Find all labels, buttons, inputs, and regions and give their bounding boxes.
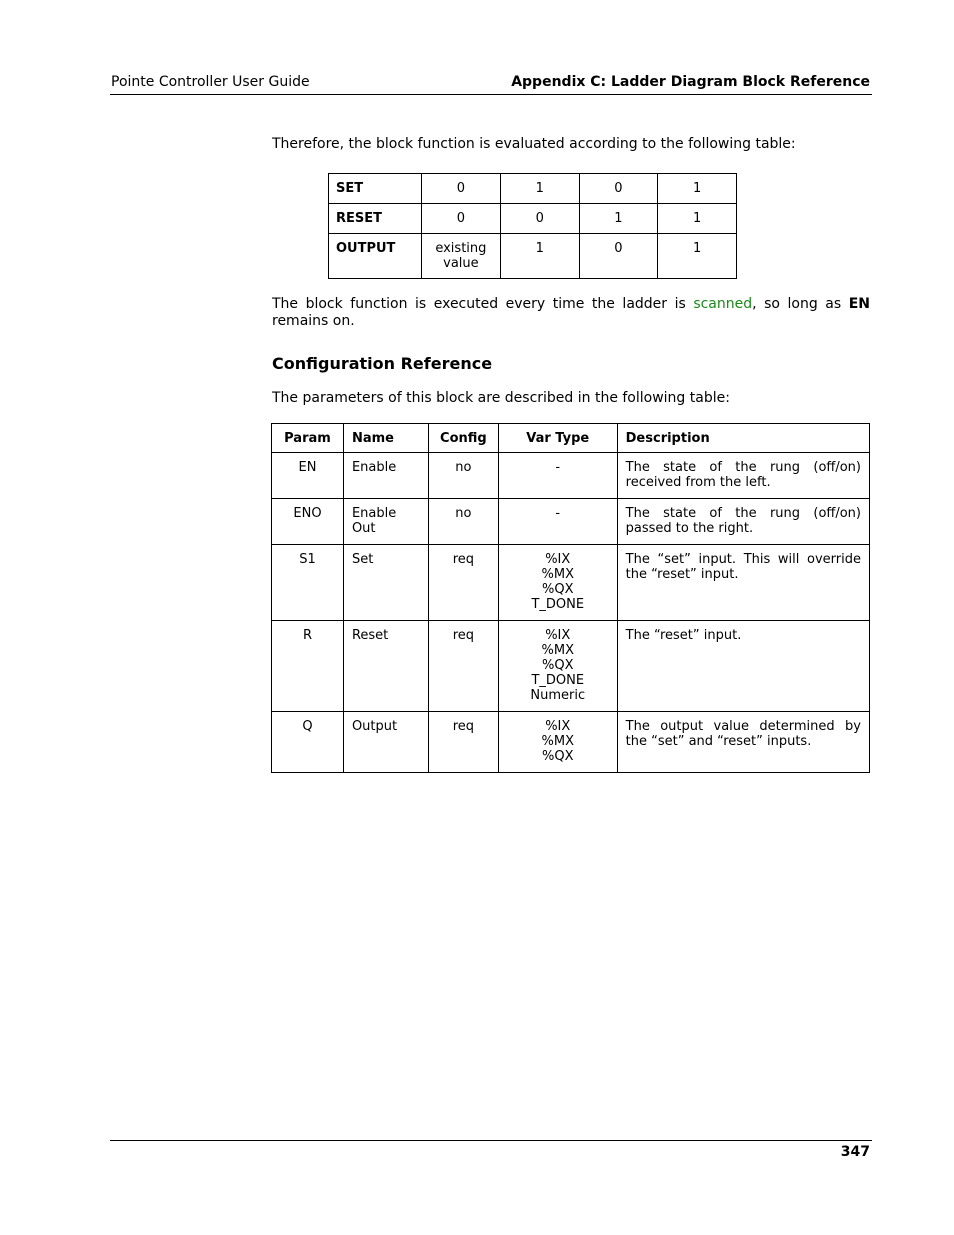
truth-cell: 0	[579, 234, 658, 279]
var-type-item: %MX	[541, 643, 574, 658]
execution-note-text: The block function is executed every time the ladder is	[272, 296, 694, 312]
name-cell: Output	[343, 712, 428, 773]
description-cell: The “set” input. This will override the “reset” input.	[617, 545, 869, 621]
header-guide-title: Pointe Controller User Guide	[111, 74, 310, 90]
truth-cell: 0	[579, 174, 658, 204]
name-cell: Set	[343, 545, 428, 621]
truth-cell: 1	[500, 234, 579, 279]
truth-cell: 1	[579, 204, 658, 234]
var-type-item: %QX	[542, 582, 574, 597]
truth-label-output: OUTPUT	[329, 234, 422, 279]
var-type-cell	[498, 712, 617, 773]
var-type-item: %IX	[545, 719, 571, 734]
truth-table	[328, 173, 737, 279]
table-row	[272, 621, 870, 712]
execution-note-block	[272, 296, 870, 330]
table-row	[272, 545, 870, 621]
truth-row-reset	[329, 204, 737, 234]
en-term: EN	[848, 296, 870, 312]
header-var-type: Var Type	[498, 424, 617, 453]
description-cell: The output value determined by the “set” and “reset” inputs.	[617, 712, 869, 773]
var-type-item: %MX	[541, 734, 574, 749]
truth-cell: 0	[421, 204, 500, 234]
page-number: 347	[840, 1144, 870, 1160]
truth-row-set	[329, 174, 737, 204]
execution-note	[272, 296, 870, 330]
description-cell: The state of the rung (off/on) passed to the right.	[617, 499, 869, 545]
var-type-item: %QX	[542, 749, 574, 764]
header-param: Param	[272, 424, 344, 453]
params-intro: The parameters of this block are described in the following table:	[272, 390, 730, 406]
config-cell: no	[428, 499, 498, 545]
page-header	[110, 72, 872, 95]
var-type-item: %IX	[545, 552, 571, 567]
execution-note-text: remains on.	[272, 313, 355, 329]
description-cell: The “reset” input.	[617, 621, 869, 712]
config-cell: no	[428, 453, 498, 499]
execution-note-text: , so long as	[752, 296, 849, 312]
var-type-cell	[498, 499, 617, 545]
var-type-cell	[498, 453, 617, 499]
var-type-item: -	[555, 506, 561, 521]
truth-cell: 1	[658, 234, 737, 279]
content	[272, 136, 870, 153]
var-type-item: T_DONE	[531, 673, 585, 688]
param-table	[271, 423, 870, 773]
section-heading: Configuration Reference	[272, 354, 493, 373]
truth-label-set: SET	[329, 174, 422, 204]
header-section-title: Appendix C: Ladder Diagram Block Reference	[511, 74, 870, 90]
var-type-item: %MX	[541, 567, 574, 582]
truth-cell: 1	[500, 174, 579, 204]
truth-row-output	[329, 234, 737, 279]
truth-cell: 1	[658, 204, 737, 234]
truth-cell: 1	[658, 174, 737, 204]
name-cell: Enable Out	[343, 499, 428, 545]
config-cell: req	[428, 545, 498, 621]
var-type-item: %QX	[542, 658, 574, 673]
param-cell: S1	[272, 545, 344, 621]
header-description: Description	[617, 424, 869, 453]
table-row	[272, 712, 870, 773]
param-cell: R	[272, 621, 344, 712]
config-cell: req	[428, 712, 498, 773]
section-heading-block	[272, 355, 870, 372]
var-type-item: T_DONE	[531, 597, 585, 612]
truth-cell: 0	[421, 174, 500, 204]
name-cell: Reset	[343, 621, 428, 712]
param-cell: ENO	[272, 499, 344, 545]
params-intro-block	[272, 390, 870, 407]
param-cell: EN	[272, 453, 344, 499]
table-row	[272, 453, 870, 499]
config-cell: req	[428, 621, 498, 712]
var-type-item: -	[555, 460, 561, 475]
var-type-item: %IX	[545, 628, 571, 643]
truth-cell: 0	[500, 204, 579, 234]
param-table-header	[272, 424, 870, 453]
name-cell: Enable	[343, 453, 428, 499]
truth-cell: existing value	[421, 234, 500, 279]
description-cell: The state of the rung (off/on) received from the left.	[617, 453, 869, 499]
table-row	[272, 499, 870, 545]
var-type-item: Numeric	[530, 688, 586, 703]
var-type-cell	[498, 621, 617, 712]
truth-label-reset: RESET	[329, 204, 422, 234]
page-footer	[110, 1140, 872, 1160]
param-cell: Q	[272, 712, 344, 773]
header-config: Config	[428, 424, 498, 453]
scanned-link[interactable]: scanned	[693, 296, 753, 312]
var-type-cell	[498, 545, 617, 621]
header-name: Name	[343, 424, 428, 453]
intro-paragraph: Therefore, the block function is evaluated according to the following table:	[272, 136, 796, 152]
